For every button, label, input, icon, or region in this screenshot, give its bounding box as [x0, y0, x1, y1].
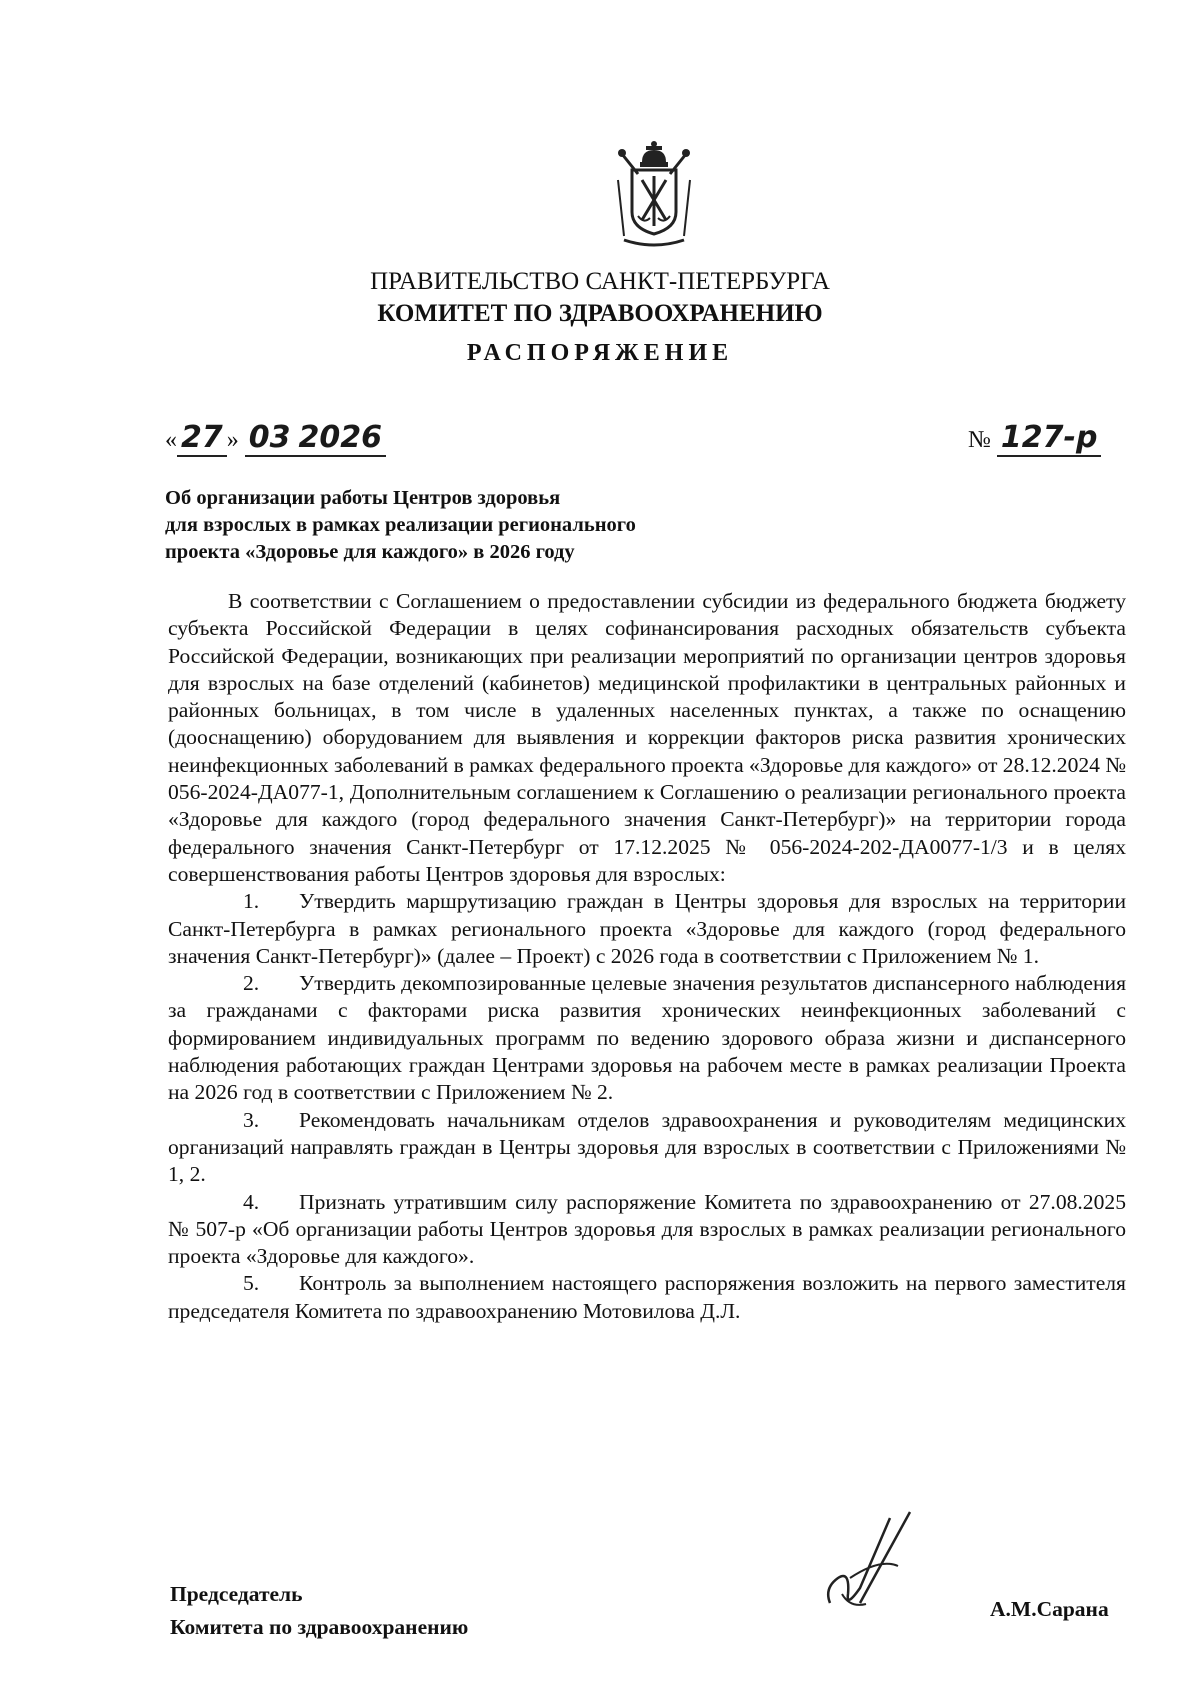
item-number: 3. [243, 1107, 260, 1132]
number-prefix: № [968, 427, 991, 453]
item-text: Рекомендовать начальникам отделов здравоохранения и руководителям медицинских организаций направлять граждан в Центры здоровья для взрослых в соответствии с Приложениями № 1, 2. [168, 1107, 1126, 1187]
subject-line: для взрослых в рамках реализации регионального [165, 514, 636, 536]
document-body [168, 588, 1126, 1325]
item-number: 1. [243, 889, 260, 914]
subject-line: Об организации работы Центров здоровья [165, 487, 561, 509]
item-text: Утвердить маршрутизацию граждан в Центры здоровья для взрослых на территории Санкт-Петербурга в рамках регионального проекта «Здоровье для каждого (город федерального значения Санкт-Петербург)» (далее – Проект) с 2026 года в соответствии с Приложением № 1. [168, 889, 1126, 968]
signatory-title-line: Комитета по здравоохранению [170, 1615, 469, 1639]
item-text: Признать утратившим силу распоряжение Комитета по здравоохранению от 27.08.2025 № 507-р «Об организации работы Центров здоровья для взрослых в рамках реализации регионального проекта «Здоровье для каждого». [168, 1189, 1126, 1269]
signatory-title [170, 1578, 468, 1644]
government-name: ПРАВИТЕЛЬСТВО САНКТ-ПЕТЕРБУРГА [370, 268, 830, 295]
number-value: 127-р [997, 420, 1102, 457]
coat-of-arms-icon [612, 140, 696, 250]
list-item [168, 970, 1126, 1106]
list-item [168, 1189, 1126, 1271]
item-text: Контроль за выполнением настоящего распоряжения возложить на первого заместителя председателя Комитета по здравоохранению Мотовилова Д.Л. [168, 1271, 1126, 1323]
date-year: 2026 [295, 420, 387, 457]
document-subject [165, 485, 725, 566]
signatory-name: А.М.Сарана [990, 1597, 1109, 1621]
handwritten-signature-icon [820, 1508, 930, 1618]
subject-line: проекта «Здоровье для каждого» в 2026 году [165, 541, 575, 563]
document-type: РАСПОРЯЖЕНИЕ [466, 340, 734, 366]
signatory-title-line: Председатель [170, 1582, 303, 1606]
item-number: 5. [243, 1271, 260, 1296]
list-item [168, 1270, 1126, 1325]
list-item [168, 888, 1126, 970]
date-open-quote: « [165, 427, 177, 453]
intro-paragraph: В соответствии с Соглашением о предоставлении субсидии из федерального бюджета бюджету субъекта Российской Федерации в целях софинансирования расходных обязательств субъекта Российской Федерации, возникающих при реализации мероприятий по организации центров здоровья для взрослых на базе отделений (кабинетов) медицинской профилактики в центральных районных и районных больницах, в том числе в удаленных населенных пунктах, а также по оснащению (дооснащению) оборудованием для выявления и коррекции факторов риска развития хронических неинфекционных заболеваний в рамках федерального проекта «Здоровье для каждого» от 28.12.2024 № 056-2024-ДА077-1, Дополнительным соглашением к Соглашению о реализации регионального проекта «Здоровье для каждого (город федерального значения Санкт-Петербург)» на территории города федерального значения Санкт-Петербург от 17.12.2025 № 056-2024-202-ДА0077-1/3 и в целях совершенствования работы Центров здоровья для взрослых: [168, 589, 1126, 886]
date-close-quote: » [226, 427, 239, 453]
document-number [968, 420, 1101, 455]
item-number: 4. [243, 1189, 260, 1214]
date-day: 27 [177, 420, 227, 457]
item-number: 2. [243, 971, 260, 996]
committee-name: КОМИТЕТ ПО ЗДРАВООХРАНЕНИЮ [377, 300, 823, 327]
item-text: Утвердить декомпозированные целевые значения результатов диспансерного наблюдения за гражданами с факторами риска развития хронических неинфекционных заболеваний с формированием индивидуальных программ по ведению здорового образа жизни и диспансерного наблюдения работающих граждан Центрами здоровья на рабочем месте в рамках реализации Проекта на 2026 год в соответствии с Приложением № 2. [168, 971, 1126, 1105]
list-item [168, 1107, 1126, 1189]
document-date [165, 420, 386, 455]
date-month: 03 [245, 420, 295, 457]
